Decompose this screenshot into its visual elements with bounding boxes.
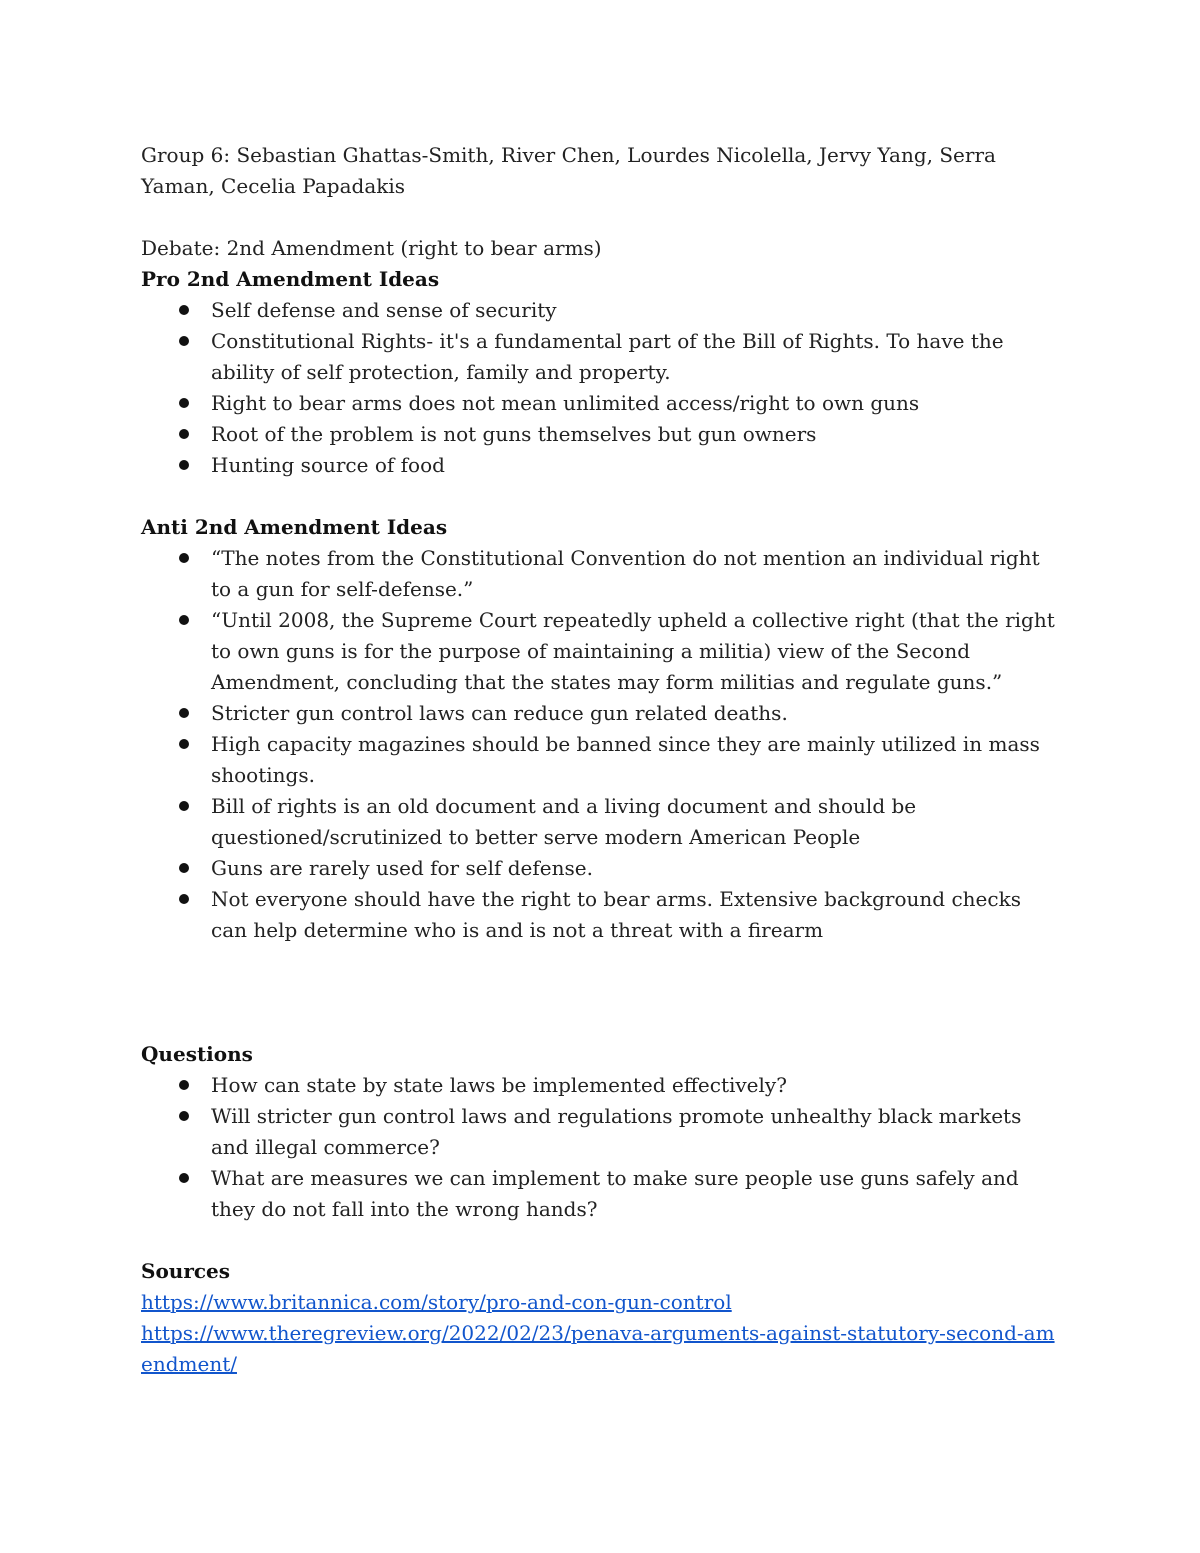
list-item: Bill of rights is an old document and a living document and should be questioned/scrutinized to better serve modern American People — [141, 791, 1061, 853]
list-item: Not everyone should have the right to bear arms. Extensive background checks can help determine who is and is not a threat with a firearm — [141, 884, 1061, 946]
questions-list — [141, 1070, 1061, 1225]
spacer — [141, 1225, 1061, 1256]
group-members-line: Group 6: Sebastian Ghattas-Smith, River Chen, Lourdes Nicolella, Jervy Yang, Serra Yaman, Cecelia Papadakis — [141, 143, 996, 198]
spacer — [141, 202, 1061, 233]
list-item: Stricter gun control laws can reduce gun related deaths. — [141, 698, 1061, 729]
list-item: “The notes from the Constitutional Convention do not mention an individual right to a gun for self-defense.” — [141, 543, 1061, 605]
list-item: Self defense and sense of security — [141, 295, 1061, 326]
anti-heading: Anti 2nd Amendment Ideas — [141, 515, 448, 539]
bullet-icon — [179, 460, 189, 470]
bullet-icon — [179, 553, 189, 563]
bullet-icon — [179, 863, 189, 873]
list-item: Guns are rarely used for self defense. — [141, 853, 1061, 884]
anti-list — [141, 543, 1061, 946]
bullet-icon — [179, 615, 189, 625]
bullet-icon — [179, 708, 189, 718]
bullet-icon — [179, 1111, 189, 1121]
bullet-icon — [179, 336, 189, 346]
spacer — [141, 946, 1061, 1039]
pro-list — [141, 295, 1061, 481]
list-item: What are measures we can implement to make sure people use guns safely and they do not fall into the wrong hands? — [141, 1163, 1061, 1225]
pro-heading: Pro 2nd Amendment Ideas — [141, 267, 440, 291]
sources-heading: Sources — [141, 1259, 231, 1283]
list-item: How can state by state laws be implemented effectively? — [141, 1070, 1061, 1101]
bullet-icon — [179, 1173, 189, 1183]
bullet-icon — [179, 398, 189, 408]
bullet-icon — [179, 894, 189, 904]
bullet-icon — [179, 1080, 189, 1090]
list-item: Hunting source of food — [141, 450, 1061, 481]
list-item: Constitutional Rights- it's a fundamental part of the Bill of Rights. To have the ability of self protection, family and property. — [141, 326, 1061, 388]
list-item: High capacity magazines should be banned since they are mainly utilized in mass shootings. — [141, 729, 1061, 791]
list-item: Right to bear arms does not mean unlimited access/right to own guns — [141, 388, 1061, 419]
list-item: Will stricter gun control laws and regulations promote unhealthy black markets and illegal commerce? — [141, 1101, 1061, 1163]
document-page — [141, 140, 1061, 1380]
questions-heading: Questions — [141, 1042, 253, 1066]
bullet-icon — [179, 305, 189, 315]
bullet-icon — [179, 801, 189, 811]
bullet-icon — [179, 429, 189, 439]
bullet-icon — [179, 739, 189, 749]
source-link-theregreview[interactable]: https://www.theregreview.org/2022/02/23/penava-arguments-against-statutory-second-amendment/ — [141, 1321, 1055, 1376]
list-item: Root of the problem is not guns themselves but gun owners — [141, 419, 1061, 450]
debate-topic-line: Debate: 2nd Amendment (right to bear arms) — [141, 236, 602, 260]
spacer — [141, 481, 1061, 512]
source-link-britannica[interactable]: https://www.britannica.com/story/pro-and-con-gun-control — [141, 1290, 732, 1314]
list-item: “Until 2008, the Supreme Court repeatedly upheld a collective right (that the right to own guns is for the purpose of maintaining a militia) view of the Second Amendment, concluding that the states may form militias and regulate guns.” — [141, 605, 1061, 698]
